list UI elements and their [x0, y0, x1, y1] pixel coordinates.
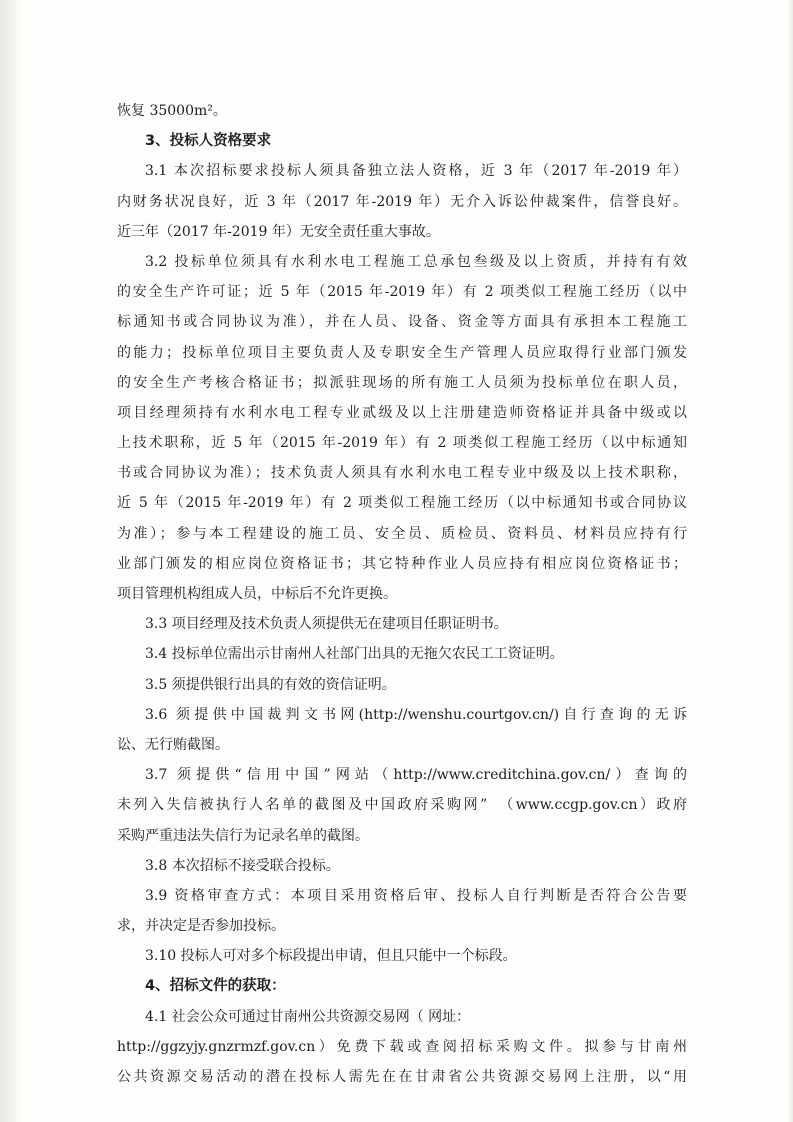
text-line: 上技术职称，近 5 年（2015 年-2019 年）有 2 项类似工程施工经历（以中标通知 — [117, 435, 687, 452]
scan-edge-shadow-right — [787, 0, 793, 1122]
text-line: 公共资源交易活动的潜在投标人需先在在甘肃省公共资源交易网上注册，以“用 — [117, 1069, 687, 1085]
section-heading: 4、招标文件的获取： — [145, 978, 286, 995]
text-line: 项目管理机构组成人员，中标后不允许更换。 — [117, 586, 397, 602]
text-line: 未列入失信被执行人名单的截图及中国政府采购网” （www.ccgp.gov.cn）政府 — [117, 797, 687, 814]
text-line: 的能力；投标单位项目主要负责人及专职安全生产管理人员应取得行业部门颁发 — [117, 344, 687, 361]
text-line: 的安全生产考核合格证书；拟派驻现场的所有施工人员须为投标单位在职人员， — [117, 374, 687, 391]
text-line: 近三年（2017 年-2019 年）无安全责任重大事故。 — [117, 223, 440, 240]
text-line: 求，并决定是否参加投标。 — [117, 918, 285, 935]
text-line: 3.4 投标单位需出示甘南州人社部门出具的无拖欠农民工工资证明。 — [145, 646, 564, 663]
text-line: 内财务状况良好，近 3 年（2017 年-2019 年）无介入诉讼仲裁案件，信誉良好。 — [117, 193, 687, 210]
text-line: 3.8 本次招标不接受联合投标。 — [145, 857, 340, 874]
text-line: 4.1 社会公众可通过甘南州公共资源交易网（ 网址： — [145, 1008, 471, 1025]
scan-edge-shadow — [0, 0, 22, 1122]
text-line: 3.1 本次招标要求投标人须具备独立法人资格，近 3 年（2017 年-2019 年） — [145, 163, 687, 180]
text-line: 为准）；参与本工程建设的施工员、安全员、质检员、资料员、材料员应持有行 — [117, 525, 687, 542]
text-line: 3.7 须提供“信用中国”网站（http://www.creditchina.gov.cn/）查询的 — [145, 767, 687, 784]
section-heading: 3、投标人资格要求 — [145, 133, 272, 150]
text-line: 3.2 投标单位须具有水利水电工程施工总承包叁级及以上资质，并持有有效 — [145, 253, 687, 270]
text-line: 恢复 35000m²。 — [117, 103, 227, 119]
text-line: http://ggzyjy.gnzrmzf.gov.cn）免费下载或查阅招标采购文件。拟参与甘南州 — [117, 1038, 687, 1055]
text-line: 业部门颁发的相应岗位资格证书；其它特种作业人员应持有相应岗位资格证书； — [117, 555, 687, 572]
text-line: 3.3 项目经理及技术负责人须提供无在建项目任职证明书。 — [145, 616, 508, 633]
text-line: 采购严重违法失信行为记录名单的截图。 — [117, 827, 369, 844]
text-line: 书或合同协议为准）；技术负责人须具有水利水电工程专业中级及以上技术职称， — [117, 465, 687, 482]
text-line: 项目经理须持有水利水电工程专业贰级及以上注册建造师资格证并具备中级或以 — [117, 404, 687, 421]
document-body — [117, 96, 687, 1092]
text-line: 3.9 资格审查方式：本项目采用资格后审、投标人自行判断是否符合公告要 — [145, 887, 687, 904]
text-line: 3.10 投标人可对多个标段提出申请，但且只能中一个标段。 — [145, 948, 517, 965]
text-line: 标通知书或合同协议为准），并在人员、设备、资金等方面具有承担本工程施工 — [117, 314, 687, 331]
text-line: 3.6 须提供中国裁判文书网(http://wenshu.courtgov.cn/)自行查询的无诉 — [145, 706, 687, 723]
text-line: 讼、无行贿截图。 — [117, 736, 229, 753]
text-line: 的安全生产许可证；近 5 年（2015 年-2019 年）有 2 项类似工程施工经历（以中 — [117, 284, 687, 301]
text-line: 3.5 须提供银行出具的有效的资信证明。 — [145, 676, 396, 693]
text-line: 近 5 年（2015 年-2019 年）有 2 项类似工程施工经历（以中标通知书或合同协议 — [117, 495, 687, 512]
